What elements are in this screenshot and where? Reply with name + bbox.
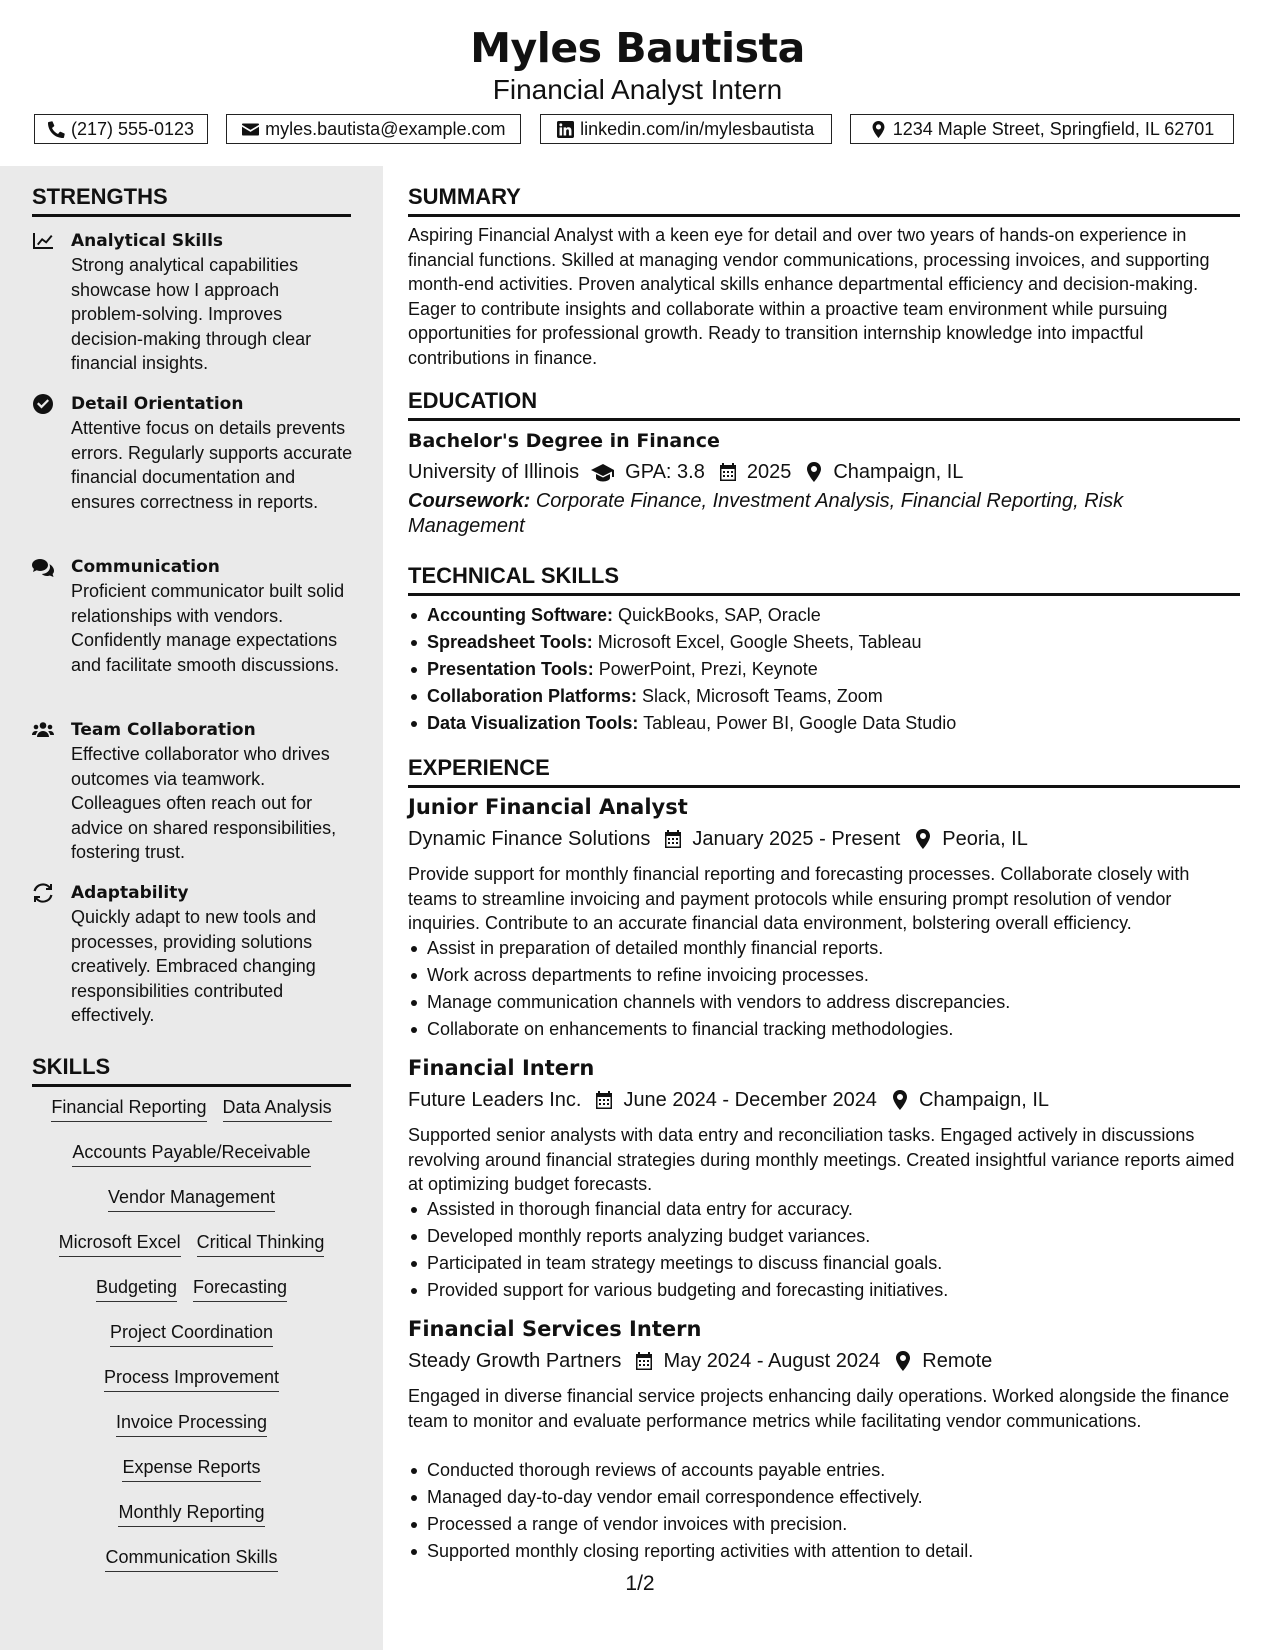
candidate-role: Financial Analyst Intern: [492, 74, 783, 105]
envelope-icon: [242, 121, 259, 138]
strength-name: Detail Orientation: [71, 394, 244, 414]
contact-address: [850, 114, 1234, 144]
skill-values: PowerPoint, Prezi, Keynote: [598, 659, 818, 679]
candidate-name: Myles Bautista: [470, 24, 805, 72]
job-dates: June 2024 - December 2024: [623, 1089, 877, 1111]
list-item: Manage communication channels with vendors to address discrepancies.: [408, 989, 1240, 1016]
list-item: Participated in team strategy meetings to discuss financial goals.: [408, 1250, 1240, 1277]
skill-values: Tableau, Power BI, Google Data Studio: [643, 713, 957, 733]
list-item: [408, 656, 1240, 683]
calendar-icon: [635, 1351, 653, 1371]
skill-tag: Project Coordination: [110, 1320, 273, 1347]
comments-icon: [32, 557, 54, 577]
map-pin-icon: [870, 121, 887, 138]
company: Steady Growth Partners: [408, 1350, 622, 1372]
strength-name: Analytical Skills: [71, 231, 224, 251]
skill-tag: Vendor Management: [108, 1185, 275, 1212]
job-location: Champaign, IL: [918, 1089, 1050, 1111]
skills-list: [32, 1095, 351, 1590]
contact-address-text: 1234 Maple Street, Springfield, IL 62701: [892, 118, 1215, 139]
list-item: [408, 602, 1240, 629]
skill-tag: Monthly Reporting: [118, 1500, 264, 1527]
map-pin-icon: [891, 1090, 909, 1110]
coursework-list: Corporate Finance, Investment Analysis, Financial Reporting, Risk Management: [408, 490, 1124, 537]
list-item: [408, 629, 1240, 656]
list-item: Managed day-to-day vendor email correspondence effectively.: [408, 1484, 1240, 1511]
phone-icon: [48, 121, 65, 138]
list-item: Supported monthly closing reporting activities with attention to detail.: [408, 1538, 1240, 1565]
contact-row: [34, 114, 1234, 144]
technical-skills-list: [408, 602, 1240, 737]
education-meta: [408, 458, 963, 486]
list-item: Collaborate on enhancements to financial tracking methodologies.: [408, 1016, 1240, 1043]
contact-linkedin-text: linkedin.com/in/mylesbautista: [580, 118, 815, 139]
job-dates: January 2025 - Present: [692, 828, 901, 850]
company: Dynamic Finance Solutions: [408, 828, 651, 850]
list-item: [408, 710, 1240, 737]
sync-icon: [32, 883, 54, 903]
list-item: Developed monthly reports analyzing budget variances.: [408, 1223, 1240, 1250]
map-pin-icon: [805, 462, 823, 482]
linkedin-icon: [557, 121, 574, 138]
list-item: Work across departments to refine invoicing processes.: [408, 962, 1240, 989]
graduation-year: 2025: [746, 461, 792, 483]
skill-category: Data Visualization Tools:: [427, 713, 639, 733]
list-item: Assist in preparation of detailed monthly financial reports.: [408, 935, 1240, 962]
list-item: Conducted thorough reviews of accounts payable entries.: [408, 1457, 1240, 1484]
list-item: [408, 683, 1240, 710]
job-bullets: [408, 935, 1240, 1043]
job-meta: [408, 1086, 1049, 1114]
contact-phone: [34, 114, 208, 144]
strength-desc: Attentive focus on details prevents errors. Regularly supports accurate financial documentation and ensures correctness in reports.: [71, 418, 353, 512]
job-bullets: [408, 1457, 1240, 1565]
strength-desc: Proficient communicator built solid relationships with vendors. Confidently manage expectations and facilitate smooth discussions.: [71, 581, 345, 675]
job-location: Remote: [922, 1350, 993, 1372]
calendar-icon: [595, 1090, 613, 1110]
skill-tag: Expense Reports: [122, 1455, 260, 1482]
page-number: 1/2: [625, 1572, 655, 1595]
summary-text: Aspiring Financial Analyst with a keen eye for detail and over two years of hands-on experience in financial functions. Skilled at managing vendor communications, processing invoices, and supporting month-end activities. Proven analytical skills enhance departmental efficiency and decision-making. Eager to contribute insights and collaborate within a proactive team environment while pursuing opportunities for professional growth. Ready to transition internship knowledge into impactful contributions in finance.: [408, 225, 1210, 368]
job-title: Financial Services Intern: [408, 1317, 702, 1341]
summary-title: SUMMARY: [408, 183, 1240, 217]
skill-category: Spreadsheet Tools:: [427, 632, 593, 652]
job-meta: [408, 1347, 992, 1375]
job-summary: Supported senior analysts with data entry and reconciliation tasks. Engaged actively in discussions revolving around financial strategies during monthly meetings. Created insightful variance reports aimed at optimizing budget forecasts.: [408, 1125, 1235, 1194]
skill-tag: Data Analysis: [223, 1095, 332, 1122]
job-meta: [408, 825, 1028, 853]
contact-phone-text: (217) 555-0123: [70, 118, 195, 139]
job-summary: Engaged in diverse financial service projects enhancing daily operations. Worked alongside the finance team to monitor and evaluate performance metrics while facilitating vendor communications.: [408, 1386, 1230, 1431]
coursework-label: Coursework:: [408, 490, 531, 512]
skill-tag: Process Improvement: [104, 1365, 279, 1392]
job-title: Financial Intern: [408, 1056, 595, 1080]
skill-tag: Accounts Payable/Receivable: [72, 1140, 310, 1167]
contact-linkedin: [540, 114, 832, 144]
chart-line-icon: [32, 231, 54, 251]
calendar-icon: [719, 462, 737, 482]
list-item: Assisted in thorough financial data entry for accuracy.: [408, 1196, 1240, 1223]
degree: Bachelor's Degree in Finance: [408, 430, 720, 452]
strength-desc: Effective collaborator who drives outcomes via teamwork. Colleagues often reach out for advice on shared responsibilities, fostering trust.: [71, 744, 337, 862]
strength-name: Team Collaboration: [71, 720, 256, 740]
skill-category: Presentation Tools:: [427, 659, 594, 679]
technical-skills-title: TECHNICAL SKILLS: [408, 562, 1240, 596]
skill-category: Accounting Software:: [427, 605, 614, 625]
map-pin-icon: [914, 829, 932, 849]
job-title: Junior Financial Analyst: [408, 795, 688, 819]
list-item: Processed a range of vendor invoices with precision.: [408, 1511, 1240, 1538]
skill-tag: Invoice Processing: [116, 1410, 267, 1437]
education-title: EDUCATION: [408, 387, 1240, 421]
skill-tag: Financial Reporting: [51, 1095, 206, 1122]
calendar-icon: [664, 829, 682, 849]
skill-category: Collaboration Platforms:: [427, 686, 638, 706]
education-location: Champaign, IL: [833, 461, 964, 483]
strength-desc: Strong analytical capabilities showcase how I approach problem-solving. Improves decision-making through clear financial insights.: [71, 255, 312, 373]
graduation-cap-icon: [591, 462, 615, 482]
skills-title: SKILLS: [32, 1053, 351, 1087]
contact-email-text: myles.bautista@example.com: [265, 118, 506, 139]
list-item: Provided support for various budgeting and forecasting initiatives.: [408, 1277, 1240, 1304]
strengths-title: STRENGTHS: [32, 183, 351, 217]
skill-values: QuickBooks, SAP, Oracle: [618, 605, 821, 625]
strength-desc: Quickly adapt to new tools and processes, providing solutions creatively. Embraced changing responsibilities contributed effectively.: [71, 907, 317, 1025]
skill-tag: Forecasting: [193, 1275, 287, 1302]
experience-title: EXPERIENCE: [408, 754, 1240, 788]
users-icon: [32, 720, 54, 740]
contact-email: [226, 114, 521, 144]
gpa: GPA: 3.8: [625, 461, 705, 483]
skill-tag: Critical Thinking: [197, 1230, 325, 1257]
job-summary: Provide support for monthly financial reporting and forecasting processes. Collaborate closely with teams to streamline invoicing and payment protocols while ensuring prompt resolution of vendor inquiries. Contribute to an accurate financial data environment, bolstering overall efficiency.: [408, 864, 1190, 933]
company: Future Leaders Inc.: [408, 1089, 582, 1111]
coursework: [408, 489, 1240, 539]
skill-tag: Microsoft Excel: [59, 1230, 181, 1257]
skill-values: Slack, Microsoft Teams, Zoom: [642, 686, 883, 706]
strength-name: Adaptability: [71, 883, 189, 903]
skill-values: Microsoft Excel, Google Sheets, Tableau: [597, 632, 922, 652]
school: University of Illinois: [408, 461, 580, 483]
skill-tag: Budgeting: [96, 1275, 177, 1302]
job-dates: May 2024 - August 2024: [663, 1350, 881, 1372]
job-bullets: [408, 1196, 1240, 1304]
strength-name: Communication: [71, 557, 220, 577]
skill-tag: Communication Skills: [105, 1545, 277, 1572]
check-circle-icon: [32, 394, 54, 414]
job-location: Peoria, IL: [942, 828, 1028, 850]
map-pin-icon: [894, 1351, 912, 1371]
